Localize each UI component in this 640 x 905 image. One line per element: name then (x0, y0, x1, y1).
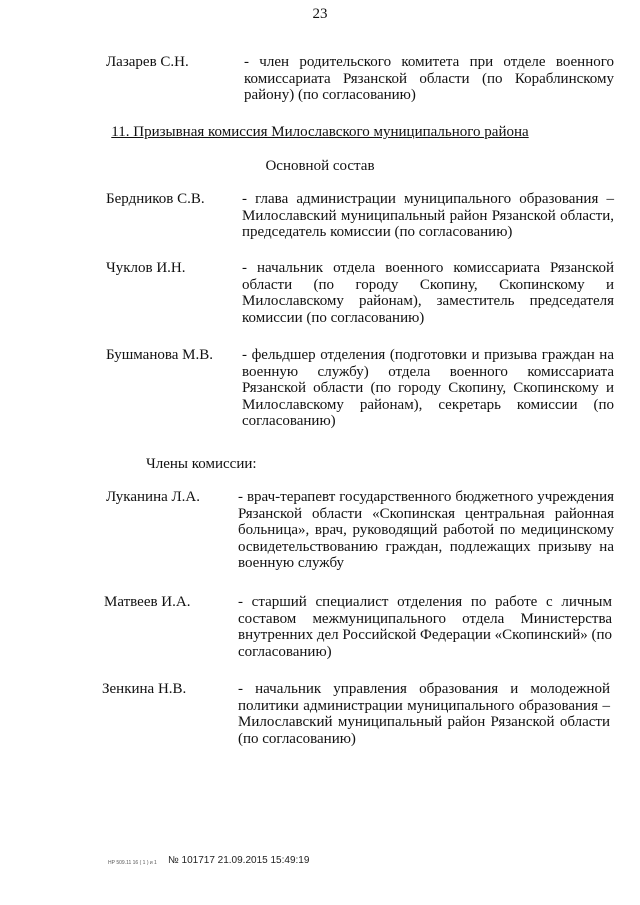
section-subtitle: Основной состав (265, 158, 375, 174)
member-role: - врач-терапевт государственного бюджетного учреждения Рязанской области «Скопинская центральная районная больница», врач, руководящий работой по медицинскому освидетельствованию граждан, подлежащих призыву на военную службу (238, 489, 614, 572)
member-role: - член родительского комитета при отделе военного комиссариата Рязанской области (по Кораблинскому району) (по согласованию) (244, 54, 614, 104)
footer-document-code: НР 509.11 16 ( 1 ) и 1 (108, 860, 157, 866)
member-role: - фельдшер отделения (подготовки и призыва граждан на военную службу) отдела военного комиссариата Рязанской области (по городу Скопину, Скопинскому и Милославскому районам), секретарь комиссии (по согласованию) (242, 347, 614, 430)
member-name: Чуклов И.Н. (106, 260, 186, 276)
page-number: 23 (312, 6, 328, 22)
member-name: Луканина Л.А. (106, 489, 201, 505)
member-role: - глава администрации муниципального образования – Милославский муниципальный район Рязанской области, председатель комиссии (по согласованию) (242, 191, 614, 241)
section-title (0, 124, 640, 141)
member-name: Бушманова М.В. (106, 347, 213, 363)
member-entry-lazarev (106, 54, 614, 106)
member-role: - начальник отдела военного комиссариата Рязанской области (по городу Скопину, Скопинскому и Милославскому районам), заместитель председателя комиссии (по согласованию) (242, 260, 614, 326)
footer-registration-stamp: № 101717 21.09.2015 15:49:19 (168, 855, 310, 866)
member-entry-bushmanova (106, 347, 614, 433)
section-title-text: 11. Призывная комиссия Милославского муниципального района (111, 124, 529, 140)
member-name: Зенкина Н.В. (102, 681, 187, 697)
member-role: - старший специалист отделения по работе с личным составом межмуниципального отдела Министерства внутренних дел Российской Федерации «Скопинский» (по согласованию) (238, 594, 613, 660)
member-entry-matveev (104, 594, 612, 664)
member-entry-lukanina (106, 489, 614, 575)
member-name: Бердников С.В. (106, 191, 205, 207)
member-name: Лазарев С.Н. (106, 54, 189, 70)
member-entry-chuklov (106, 260, 614, 330)
member-role: - начальник управления образования и молодежной политики администрации муниципального образования – Милославский муниципальный район Рязанской области (по согласованию) (238, 681, 610, 747)
member-name: Матвеев И.А. (104, 594, 191, 610)
member-entry-zenkina (102, 681, 610, 751)
members-label: Члены комиссии: (146, 456, 257, 472)
member-entry-berdnikov (106, 191, 614, 243)
